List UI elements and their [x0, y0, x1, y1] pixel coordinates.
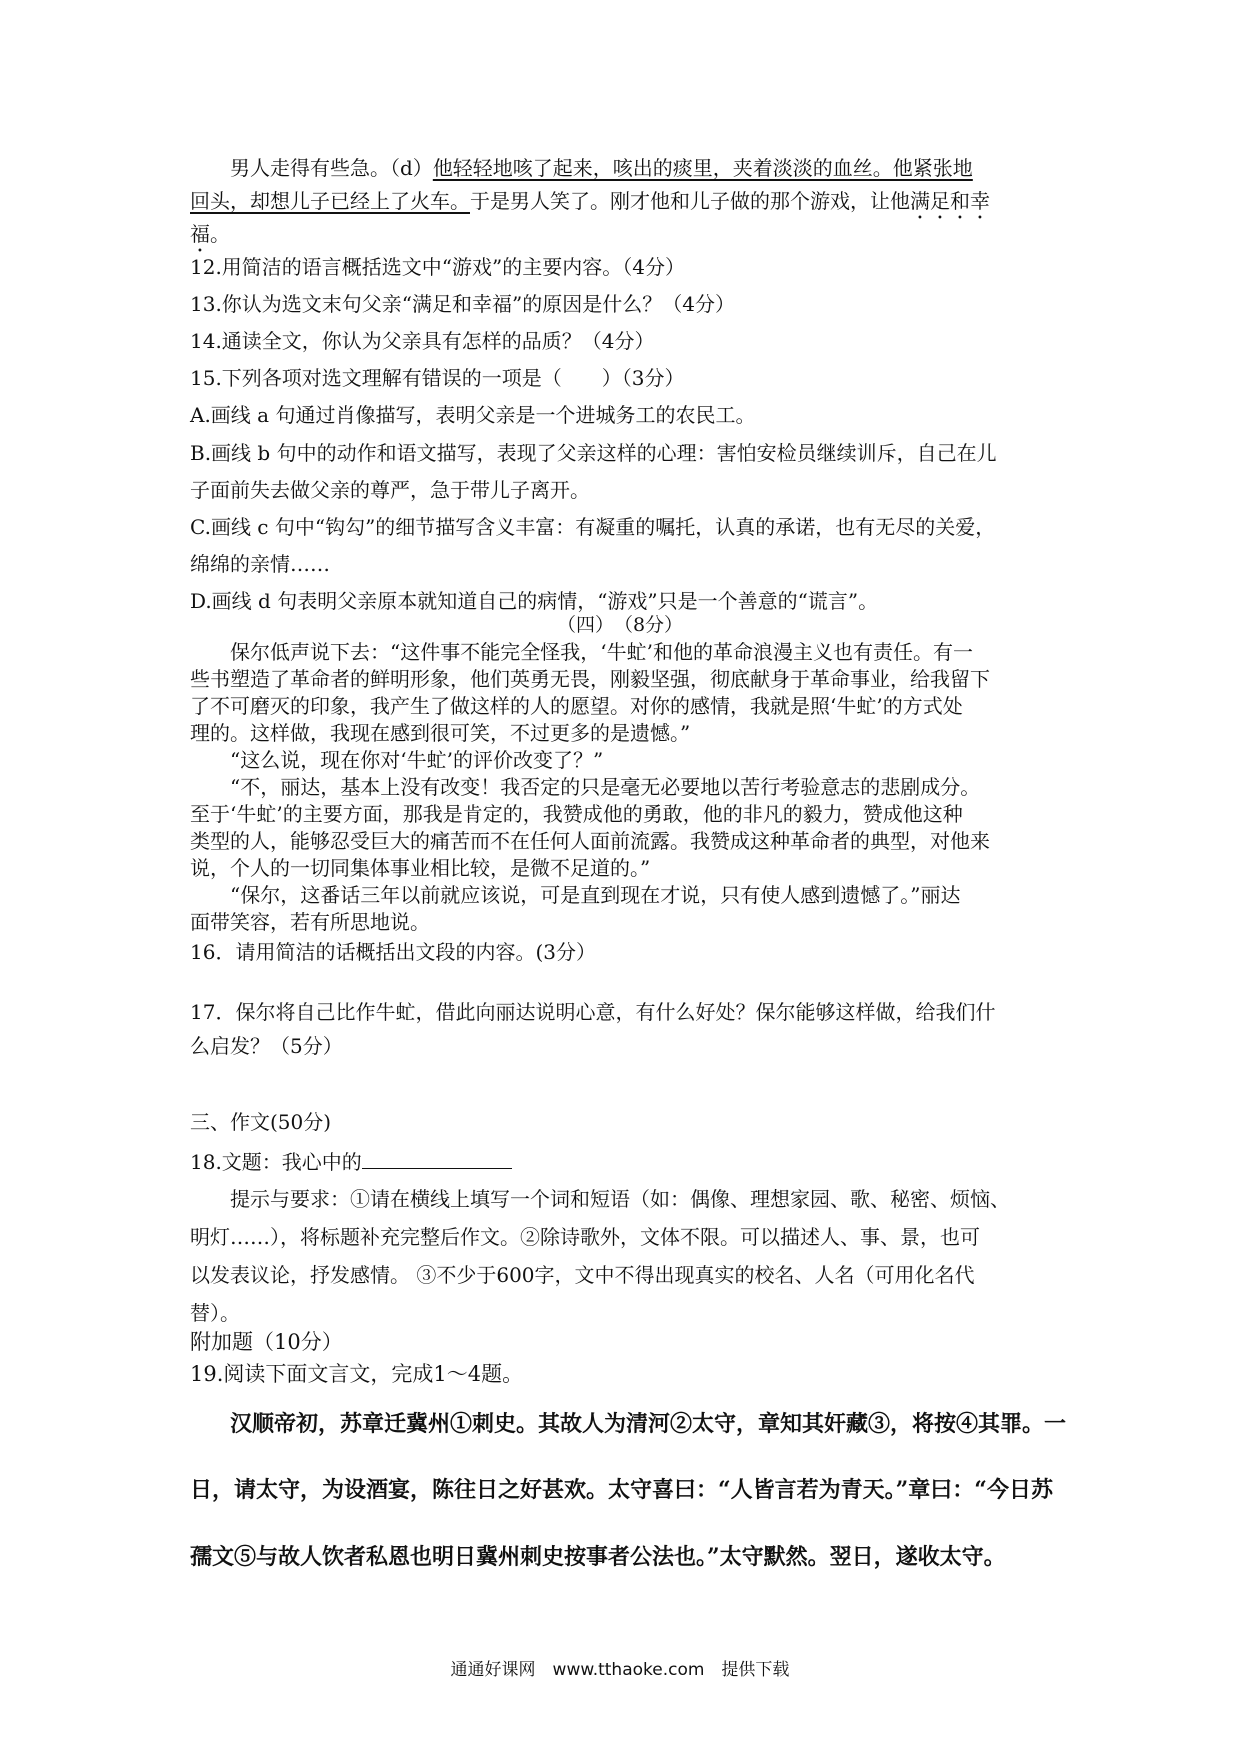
passage3-line-1 [230, 156, 973, 180]
underlined-sentence-d-end: 回头，却想儿子已经上了火车。 [190, 189, 470, 213]
question-19: 19.阅读下面文言文，完成1～4题。 [190, 1362, 524, 1386]
passage3-line-3 [190, 222, 230, 257]
passage4-p2: “这么说，现在你对‘牛虻’的评价改变了？” [230, 748, 604, 772]
page-footer: 通通好课网 www.tthaoke.com 提供下载 [450, 1660, 790, 1680]
passage4-p3-line-3: 类型的人，能够忍受巨大的痛苦而不在任何人面前流露。我赞成这种革命者的典型，对他来 [190, 829, 990, 853]
passage4-p1-line-1: 保尔低声说下去：“这件事不能完全怪我，‘牛虻’和他的革命浪漫主义也有责任。有一 [230, 640, 973, 664]
option-a: A.画线 a 句通过肖像描写，表明父亲是一个进城务工的农民工。 [190, 403, 756, 427]
question-13: 13.你认为选文末句父亲“满足和幸福”的原因是什么？（4分） [190, 292, 735, 316]
passage3-text: 男人走得有些急。（d） [230, 156, 433, 180]
classical-text-line-3: 孺文⑤与故人饮者私恩也明日冀州刺史按事者公法也。”太守默然。翌日，遂收太守。 [190, 1544, 1006, 1570]
section-4-heading: （四） （8分） [556, 614, 684, 636]
option-b-line-1: B.画线 b 句中的动作和语文描写，表现了父亲这样的心理：害怕安检员继续训斥，自己在儿 [190, 441, 997, 465]
composition-tip-line-1: 提示与要求：①请在横线上填写一个词和短语（如：偶像、理想家园、歌、秘密、烦恼、 [230, 1187, 1010, 1211]
composition-tip-line-3: 以发表议论，抒发感情。 ③不少于600字，文中不得出现真实的校名、人名（可用化名代 [190, 1263, 975, 1287]
question-12: 12.用简洁的语言概括选文中“游戏”的主要内容。（4分） [190, 255, 685, 279]
question-18-title: 18.文题：我心中的 [190, 1150, 362, 1174]
emphasized-phrase: 满足和幸 [910, 189, 990, 213]
passage4-p1-line-4: 理的。这样做，我现在感到很可笑，不过更多的是遗憾。” [190, 721, 691, 745]
composition-tip-line-2: 明灯……），将标题补充完整后作文。②除诗歌外，文体不限。可以描述人、事、景，也可 [190, 1225, 980, 1249]
question-14: 14.通读全文，你认为父亲具有怎样的品质？（4分） [190, 329, 655, 353]
passage4-p3-line-2: 至于‘牛虻’的主要方面，那我是肯定的，我赞成他的勇敢，他的非凡的毅力，赞成他这种 [190, 802, 963, 826]
underlined-sentence-d: 他轻轻地咳了起来，咳出的痰里，夹着淡淡的血丝。他紧张地 [432, 156, 973, 180]
composition-heading: 三、作文(50分) [190, 1110, 332, 1134]
question-15: 15.下列各项对选文理解有错误的一项是（ ）（3分） [190, 366, 685, 390]
passage4-p4-line-2: 面带笑容，若有所思地说。 [190, 910, 430, 934]
classical-text-line-1: 汉顺帝初，苏章迁冀州①刺史。其故人为清河②太守，章知其奸藏③，将按④其罪。一 [230, 1411, 1067, 1437]
option-c-line-1: C.画线 c 句中“钩勾”的细节描写含义丰富：有凝重的嘱托，认真的承诺，也有无尽的关爱， [190, 515, 996, 539]
question-17-line-1: 17．保尔将自己比作牛虻，借此向丽达说明心意，有什么好处？保尔能够这样做，给我们什 [190, 1000, 996, 1024]
passage4-p1-line-3: 了不可磨灭的印象，我产生了做这样的人的愿望。对你的感情，我就是照‘牛虻’的方式处 [190, 694, 963, 718]
option-c-line-2: 绵绵的亲情…… [190, 552, 330, 576]
classical-text-line-2: 日，请太守，为设酒宴，陈往日之好甚欢。太守喜曰：“人皆言若为青天。”章曰：“今日苏 [190, 1477, 1053, 1503]
question-17-line-2: 么启发？（5分） [190, 1034, 343, 1058]
passage4-p3-line-1: “不，丽达，基本上没有改变！我否定的只是毫无必要地以苦行考验意志的悲剧成分。 [230, 775, 981, 799]
extra-heading: 附加题（10分） [190, 1330, 343, 1354]
option-d: D.画线 d 句表明父亲原本就知道自己的病情，“游戏”只是一个善意的“谎言”。 [190, 589, 879, 613]
passage4-p4-line-1: “保尔，这番话三年以前就应该说，可是直到现在才说，只有使人感到遗憾了。”丽达 [230, 883, 961, 907]
emphasized-phrase-end: 福。 [190, 222, 230, 246]
composition-tip-line-4: 替）。 [190, 1301, 240, 1325]
question-16: 16．请用简洁的话概括出文段的内容。(3分） [190, 940, 596, 964]
option-b-line-2: 子面前失去做父亲的尊严，急于带儿子离开。 [190, 478, 590, 502]
question-18 [190, 1148, 512, 1174]
passage4-p1-line-2: 些书塑造了革命者的鲜明形象，他们英勇无畏，刚毅坚强，彻底献身于革命事业，给我留下 [190, 667, 990, 691]
title-blank-line [362, 1148, 512, 1169]
passage4-p3-line-4: 说，个人的一切同集体事业相比较，是微不足道的。” [190, 856, 651, 880]
passage3-text: 于是男人笑了。刚才他和儿子做的那个游戏，让他 [470, 189, 910, 213]
passage3-line-2 [190, 189, 990, 224]
